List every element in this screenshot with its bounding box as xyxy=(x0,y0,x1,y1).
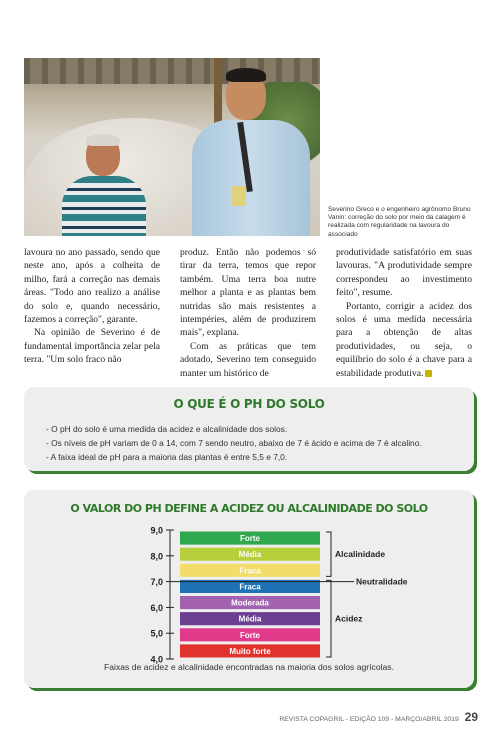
acidity-label: Acidez xyxy=(335,613,363,624)
paragraph: Na opinião de Severino é de fundamental importância zelar pela terra. "Um solo fraco não xyxy=(24,327,160,366)
list-item: - A faixa ideal de pH para a maioria das plantas é entre 5,5 e 7,0. xyxy=(46,452,288,462)
ph-tick-label: 9,0 xyxy=(150,525,163,536)
ph-band-label: Moderada xyxy=(231,598,269,608)
ph-scale-note: Faixas de acidez e alcalinidade encontradas na maioria dos solos agrícolas. xyxy=(104,662,394,672)
paragraph: produtividade satisfatório em suas lavouras. "A produtividade sempre correspondeu ao investimento feito", resume. xyxy=(336,247,472,299)
ph-scale-chart xyxy=(24,490,474,688)
ph-tick-label: 6,0 xyxy=(150,602,163,613)
ph-scale-title: O VALOR DO PH DEFINE A ACIDEZ OU ALCALINIDADE DO SOLO xyxy=(70,502,428,515)
ph-definition-list xyxy=(46,422,422,464)
footer-publication: REVISTA COPAGRIL - EDIÇÃO 109 - MARÇO/ABRIL 2019 xyxy=(279,716,459,723)
article-column-3 xyxy=(336,246,472,380)
article-column-2 xyxy=(180,246,316,380)
ph-band-label: Fraca xyxy=(239,566,261,576)
list-item: - O pH do solo é uma medida da acidez e alcalinidade dos solos. xyxy=(46,424,288,434)
ph-tick-label: 8,0 xyxy=(150,551,163,562)
photo-person-farmer xyxy=(52,136,152,236)
page-number: 29 xyxy=(464,710,478,724)
ph-definition-title: O QUE É O PH DO SOLO xyxy=(173,397,325,411)
ph-tick-label: 7,0 xyxy=(150,577,163,588)
paragraph-text: Portanto, corrigir a acidez dos solos é uma medida necessária para a obtenção de altas produtividades, ou seja, o equilíbrio do solo é a chave para a estabilidade produtiva. xyxy=(336,300,472,379)
ph-band-label: Muito forte xyxy=(229,646,271,656)
ph-scale-box xyxy=(24,490,474,688)
ph-band-label: Fraca xyxy=(239,582,261,592)
ph-definition-box xyxy=(24,387,474,471)
paragraph: Com as práticas que tem adotado, Severino tem conseguido manter um histórico de xyxy=(180,340,316,379)
article-column-1 xyxy=(24,246,160,367)
photo-person-agronomist xyxy=(184,66,314,236)
paragraph xyxy=(336,300,472,380)
alkalinity-label: Alcalinidade xyxy=(335,549,386,560)
page-footer xyxy=(279,710,478,724)
article-photo xyxy=(24,58,320,236)
paragraph: produz. Então não podemos só tirar da terra, temos que repor também. Uma terra boa nutre melhor a planta e as plantas bem nutridas são mais resistentes a intempéries, além de produzirem mais", explana. xyxy=(180,247,316,339)
ph-band-label: Forte xyxy=(240,534,260,544)
photo-caption: Severino Greco e o engenheiro agrônomo Bruno Vanin: correção do solo por meio da calagem é realizada com regularidade na lavoura do associado xyxy=(328,206,471,238)
alkalinity-bracket xyxy=(326,532,331,576)
paragraph: lavoura no ano passado, sendo que neste ano, após a colheita de milho, fará a correção nas demais áreas. "Todo ano realizo a análise do solo e, quando necessário, fazemos a correção", garante. xyxy=(24,247,160,326)
ph-band-label: Média xyxy=(238,550,262,560)
ph-band-label: Forte xyxy=(240,630,260,640)
acidity-bracket xyxy=(326,580,331,657)
ph-tick-label: 4,0 xyxy=(150,654,163,665)
neutrality-label: Neutralidade xyxy=(356,576,408,587)
end-of-article-icon xyxy=(425,370,432,377)
list-item: - Os níveis de pH variam de 0 a 14, com 7 sendo neutro, abaixo de 7 é ácido e acima de 7 é alcalino. xyxy=(46,438,422,448)
ph-band-label: Média xyxy=(238,614,262,624)
ph-tick-label: 5,0 xyxy=(150,628,163,639)
